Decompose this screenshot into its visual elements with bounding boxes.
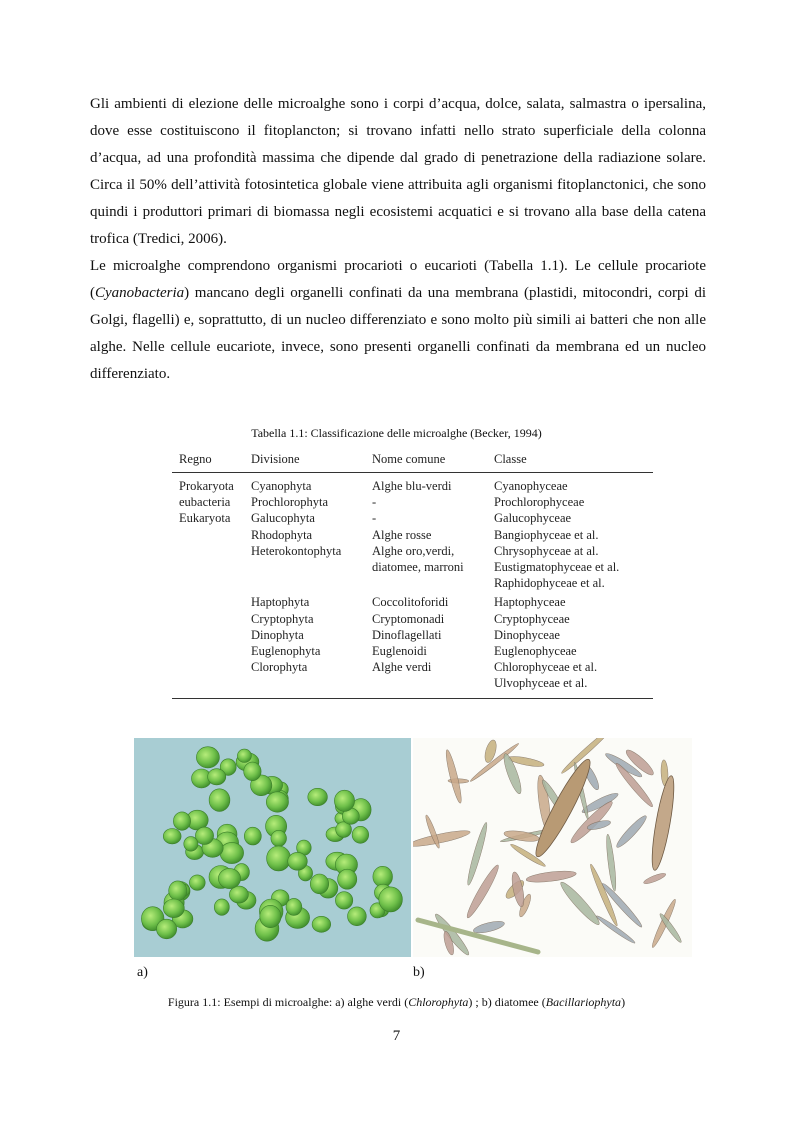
table-cell: Alghe oro,verdi, xyxy=(372,543,455,558)
table-row xyxy=(172,559,653,575)
figure-caption-middle: ) ; b) diatomee ( xyxy=(468,995,546,1009)
table-cell xyxy=(172,527,251,543)
table-cell: Ulvophyceae et al. xyxy=(494,676,588,691)
table-header-cell: Classe xyxy=(494,451,527,466)
table-cell xyxy=(172,611,251,627)
figure-caption-suffix: ) xyxy=(621,995,626,1009)
table-cell xyxy=(172,675,251,691)
algae-cell xyxy=(189,875,205,890)
table-cell xyxy=(251,675,372,691)
table-cell: Haptophyceae xyxy=(494,595,566,610)
table-cell: Cryptophyceae xyxy=(494,611,570,626)
page-number: 7 xyxy=(392,1028,401,1044)
algae-cell xyxy=(169,881,187,901)
algae-cell xyxy=(157,919,177,939)
algae-cell xyxy=(310,874,328,894)
table-row xyxy=(172,494,653,510)
table-rule-bottom xyxy=(172,698,653,699)
diatom-cell xyxy=(614,813,649,850)
table-cell: Cyanophyceae xyxy=(494,479,568,493)
table-header-cell: Nome comune xyxy=(372,451,446,466)
body-text xyxy=(90,91,706,388)
table-row xyxy=(172,643,653,659)
table-cell: Alghe blu-verdi xyxy=(372,479,452,493)
table-cell: Chrysophyceae at al. xyxy=(494,543,599,558)
table-cell: Alghe rosse xyxy=(372,527,432,542)
table-cell xyxy=(372,675,494,691)
table-row xyxy=(172,478,653,494)
diatom-cell xyxy=(648,775,678,872)
table-row xyxy=(172,594,653,610)
algae-cell xyxy=(334,790,354,811)
algae-cell xyxy=(218,868,240,888)
table-row xyxy=(172,575,653,591)
algae-cell xyxy=(237,749,251,762)
table-row xyxy=(172,627,653,643)
figure-caption xyxy=(0,995,793,1009)
table-cell xyxy=(172,543,251,559)
table-cell: Eustigmatophyceae et al. xyxy=(494,560,620,575)
figure-label-b: b) xyxy=(413,965,425,980)
algae-cell xyxy=(184,837,198,852)
table-cell xyxy=(172,643,251,659)
algae-cell xyxy=(244,762,261,781)
table-cell: Prochlorophyta xyxy=(251,495,329,510)
algae-cell xyxy=(379,887,403,912)
paragraph-cells-before: Le microalghe comprendono organismi procarioti o eucarioti (Tabella 1.1). Le cellule procariote ( xyxy=(90,258,706,301)
table-cell: Haptophyta xyxy=(251,595,310,610)
figure-label-a: a) xyxy=(137,965,148,980)
table-cell: Cyanophyta xyxy=(251,479,312,493)
table-cell: eubacteria xyxy=(179,495,231,510)
table-cell: Galucophyceae xyxy=(494,511,572,526)
algae-cell xyxy=(266,792,288,812)
figure-caption-prefix: Figura 1.1: Esempi di microalghe: a) alghe verdi ( xyxy=(167,995,409,1009)
diatom-cell xyxy=(413,828,471,850)
table-cell: Cryptomonadi xyxy=(372,611,445,626)
algae-cell xyxy=(271,830,287,846)
green-algae-photo xyxy=(134,738,411,957)
algae-cell xyxy=(288,852,308,870)
algae-cell xyxy=(267,846,291,871)
table-cell: Dinophyceae xyxy=(494,627,560,642)
table-cell xyxy=(172,559,251,575)
paragraph-cells xyxy=(90,253,706,388)
table-cell: Euglenoidi xyxy=(372,644,427,659)
table-cell: Prokaryota xyxy=(179,479,234,493)
table-cell xyxy=(172,659,251,675)
paragraph-habitat: Gli ambienti di elezione delle microalghe sono i corpi d’acqua, dolce, salata, salmastra o ipersalina, dove esse costituiscono il fitoplancton; si trovano infatti nello strato superficiale della colonna d’acqua, ad una profondità massima che dipende dal grado di penetrazione della radiazione solare. Circa il 50% dell’attività fotosintetica globale viene attribuita agli organismi fitoplanctonici, che sono quindi i produttori primari di biomassa negli ecosistemi acquatici e si trovano alla base della catena trofica (Tredici, 2006). xyxy=(90,96,706,247)
diatom-cell xyxy=(526,869,577,884)
table-header-row xyxy=(172,446,653,472)
table-cell: Bangiophyceae et al. xyxy=(494,527,599,542)
algae-cell xyxy=(308,788,328,805)
table-header-cell: Divisione xyxy=(251,451,300,466)
algae-cell xyxy=(209,789,230,812)
diatom-cell xyxy=(605,834,618,892)
table-cell: Galucophyta xyxy=(251,511,315,526)
algae-cell xyxy=(208,769,226,785)
classification-table xyxy=(172,446,653,699)
table-cell: Raphidophyceae et al. xyxy=(494,576,605,591)
algae-cell xyxy=(229,886,248,903)
table-header-cell: Regno xyxy=(179,451,212,466)
table-cell: Euglenophyta xyxy=(251,644,321,659)
diatom-cell xyxy=(472,919,505,935)
table-cell: Chlorophyceae et al. xyxy=(494,660,598,675)
table-cell xyxy=(172,594,251,610)
table-cell: Coccolitoforidi xyxy=(372,595,449,610)
table-cell: Rhodophyta xyxy=(251,527,313,542)
table-cell: Heterokontophyta xyxy=(251,543,342,558)
paragraph-cells-after: ) mancano degli organelli confinati da una membrana (plastidi, mitocondri, corpi di Golgi, flagelli) e, soprattutto, di un nucleo differenziato e sono molto più simili ai batteri che non alle alghe. Nelle cellule eucariote, invece, sono presenti organelli confinati da membrana ed un nucleo differenziato. xyxy=(90,285,706,382)
table-cell: Dinophyta xyxy=(251,627,304,642)
figure-caption-chlorophyta: Chlorophyta xyxy=(408,995,469,1009)
table-caption: Tabella 1.1: Classificazione delle microalghe (Becker, 1994) xyxy=(251,426,542,440)
algae-cell xyxy=(286,898,302,915)
table-row xyxy=(172,510,653,526)
table-row xyxy=(172,611,653,627)
filament xyxy=(418,920,538,952)
table-cell: - xyxy=(372,495,377,510)
diatoms-photo xyxy=(413,738,692,957)
table-body xyxy=(172,473,653,698)
figure-caption-bacillariophyta: Bacillariophyta xyxy=(545,995,622,1009)
table-cell xyxy=(172,627,251,643)
table-row xyxy=(172,543,653,559)
diatom-cell xyxy=(557,879,602,928)
algae-cell xyxy=(173,812,190,830)
table-cell: Eukaryota xyxy=(179,511,231,526)
table-cell: diatomee, marroni xyxy=(372,560,464,575)
algae-cell xyxy=(244,827,261,845)
table-row xyxy=(172,527,653,543)
algae-cell xyxy=(348,907,367,926)
algae-cell xyxy=(163,899,184,918)
algae-cell xyxy=(196,747,219,768)
algae-cell xyxy=(214,899,229,915)
algae-cell xyxy=(220,842,244,863)
table-row xyxy=(172,659,653,675)
table-cell xyxy=(251,575,372,591)
table-cell xyxy=(172,575,251,591)
table-cell: Cryptophyta xyxy=(251,611,314,626)
diatom-cell xyxy=(444,749,464,804)
algae-cell xyxy=(335,892,352,909)
table-cell: Euglenophyceae xyxy=(494,644,577,659)
table-cell: Prochlorophyceae xyxy=(494,495,585,510)
table-cell: Dinoflagellati xyxy=(372,627,442,642)
cyanobacteria-term: Cyanobacteria xyxy=(95,285,185,301)
table-cell: Alghe verdi xyxy=(372,660,432,675)
algae-cell xyxy=(352,826,369,843)
algae-cell xyxy=(163,829,181,844)
algae-cell xyxy=(260,905,281,927)
table-cell xyxy=(251,559,372,575)
algae-cell xyxy=(195,827,213,844)
algae-cell xyxy=(312,916,331,932)
table-row xyxy=(172,675,653,691)
table-cell: Clorophyta xyxy=(251,660,308,675)
table-cell xyxy=(372,575,494,591)
algae-cell xyxy=(338,869,357,889)
table-cell: - xyxy=(372,511,377,526)
diatom-cell xyxy=(643,871,667,885)
